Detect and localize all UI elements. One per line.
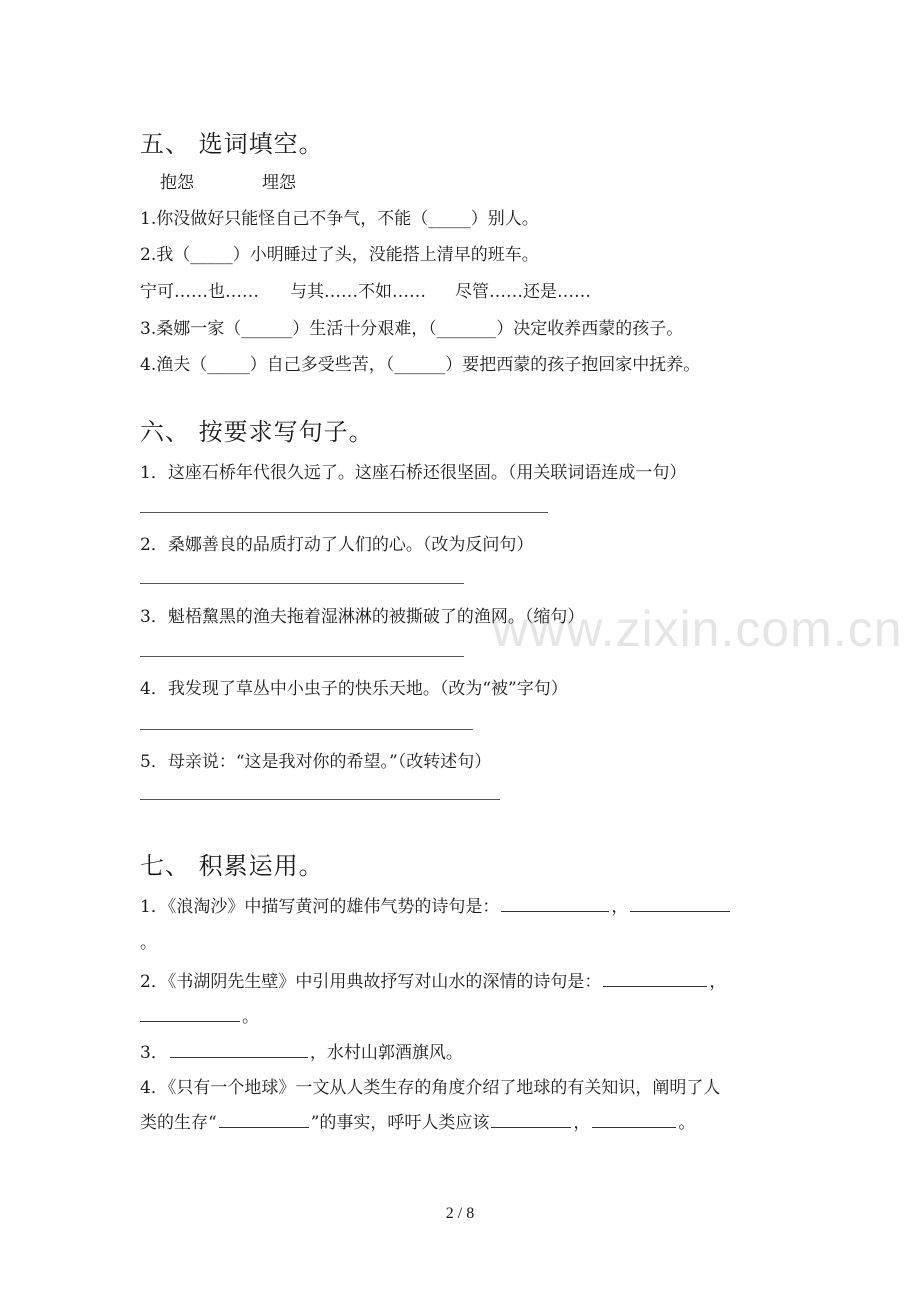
s6-item-1: 1．这座石桥年代很久远了。这座石桥还很坚固。（用关联词语连成一句） <box>140 463 687 483</box>
s5-question-4: 4.渔夫（_____）自己多受些苦，（______）要把西蒙的孩子抱回家中抚养。 <box>140 355 701 375</box>
s7-q1-text: 1．《浪淘沙》中描写黄河的雄伟气势的诗句是： <box>140 897 500 917</box>
blank <box>140 1007 240 1022</box>
conjunction-pair-1: 宁可……也…… <box>140 282 259 302</box>
s6-item-5: 5．母亲说：“这是我对你的希望。”（改转述句） <box>140 752 492 772</box>
s7-question-3 <box>140 1038 463 1063</box>
s7-q2-end-line <box>140 1002 259 1027</box>
s7-q4-line2 <box>140 1108 695 1133</box>
s7-q2-text: 2．《书湖阴先生壁》中引用典故抒写对山水的深情的诗句是： <box>140 972 602 992</box>
s7-q2-end: 。 <box>242 1007 259 1027</box>
s7-q1-sep: ， <box>611 897 629 917</box>
s7-q4-c: ， <box>573 1113 591 1133</box>
s6-item-3: 3．魁梧黧黑的渔夫拖着湿淋淋的被撕破了的渔网。（缩句） <box>140 607 585 627</box>
s7-q4-b: ”的事实，呼吁人类应该 <box>310 1113 490 1133</box>
s5-question-2: 2.我（_____）小明睡过了头，没能搭上清早的班车。 <box>140 245 539 265</box>
section6-title: 六、 按要求写句子。 <box>140 418 374 446</box>
s6-item-4: 4．我发现了草丛中小虫子的快乐天地。（改为“被”字句） <box>140 679 568 699</box>
s7-question-1 <box>140 892 732 917</box>
blank <box>170 1043 308 1058</box>
blank <box>219 1113 309 1128</box>
s7-q4-d: 。 <box>678 1113 696 1133</box>
s6-item-2: 2．桑娜善良的品质打动了人们的心。（改为反问句） <box>140 535 534 555</box>
s7-q2-sep: ， <box>709 972 727 992</box>
s7-q3-text: ，水村山郭酒旗风。 <box>309 1043 463 1063</box>
watermark: www.zixin.com.cn <box>492 601 903 657</box>
conjunction-pair-3: 尽管……还是…… <box>455 282 591 302</box>
blank <box>501 897 609 912</box>
blank <box>603 972 707 987</box>
page-number: 2 / 8 <box>445 1205 475 1222</box>
answer-line-4 <box>140 729 473 730</box>
s5-question-1: 1.你没做好只能怪自己不争气，不能（_____）别人。 <box>140 209 539 229</box>
s5-question-3: 3.桑娜一家（______）生活十分艰难，（_______）决定收养西蒙的孩子。 <box>140 319 684 339</box>
blank <box>592 1113 676 1128</box>
answer-line-3 <box>140 656 464 657</box>
s7-q1-end: 。 <box>140 933 157 953</box>
conjunction-pair-2: 与其……不如…… <box>290 282 426 302</box>
section5-title: 五、 选词填空。 <box>140 130 324 158</box>
word-choice-1: 抱怨 <box>160 173 194 193</box>
section7-title: 七、 积累运用。 <box>140 852 324 880</box>
blank <box>630 897 730 912</box>
answer-line-1 <box>140 512 548 513</box>
word-choice-2: 埋怨 <box>262 173 296 193</box>
blank <box>491 1113 571 1128</box>
s7-question-2 <box>140 967 726 992</box>
answer-line-5 <box>140 799 500 800</box>
s7-q4-line1: 4．《只有一个地球》一文从人类生存的角度介绍了地球的有关知识，阐明了人 <box>140 1078 721 1098</box>
s7-q4-a: 类的生存“ <box>140 1113 217 1133</box>
answer-line-2 <box>140 583 464 584</box>
s7-q3-num: 3． <box>140 1043 168 1063</box>
